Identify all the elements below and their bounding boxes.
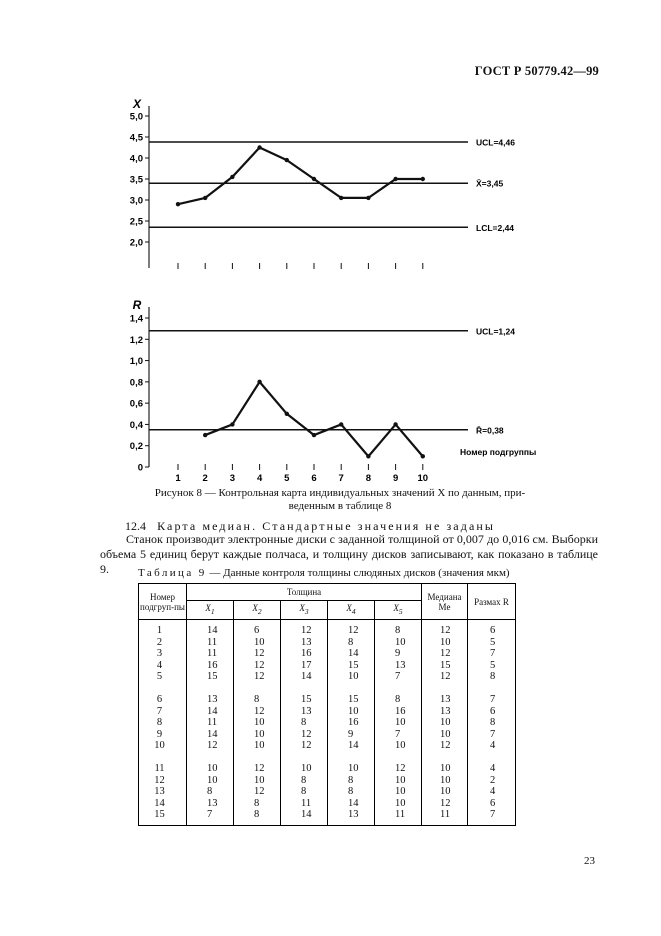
header-range: Размах R xyxy=(468,584,516,620)
header-x3: $X_3$ xyxy=(281,601,328,620)
table-cell: 8 xyxy=(468,671,516,683)
table-cell: 10 xyxy=(375,637,422,649)
table-cell: 10 xyxy=(234,775,281,787)
table-cell: 4 xyxy=(468,763,516,775)
table-cell: 11 xyxy=(187,648,234,660)
table-cell: 5 xyxy=(468,637,516,649)
table-cell: 2 xyxy=(468,775,516,787)
y-axis-label: X xyxy=(132,97,142,111)
table-cell: 10 xyxy=(234,740,281,752)
table-row xyxy=(139,717,516,729)
table-cell: 15 xyxy=(422,660,468,672)
section-number: 12.4 xyxy=(125,519,146,533)
data-point xyxy=(285,158,289,162)
table-cell: 12 xyxy=(234,648,281,660)
x-tick-label: 2 xyxy=(202,473,208,484)
table-cell: 15 xyxy=(281,694,328,706)
table-row xyxy=(139,809,516,825)
table-cell: 8 xyxy=(375,694,422,706)
header-x2: $X_2$ xyxy=(234,601,281,620)
table-cell: 4 xyxy=(468,740,516,752)
data-point xyxy=(257,380,261,384)
table-cell: 15 xyxy=(328,660,375,672)
table-cell: 7 xyxy=(139,706,187,718)
table-cell: 10 xyxy=(187,775,234,787)
table-cell: 14 xyxy=(139,798,187,810)
table-cell: 10 xyxy=(281,763,328,775)
table-gap-cell xyxy=(422,683,468,695)
table-row xyxy=(139,671,516,683)
table-cell: 12 xyxy=(422,648,468,660)
y-tick-label: 4,5 xyxy=(129,132,143,144)
table-cell: 11 xyxy=(422,809,468,825)
header-x4-label: X xyxy=(346,603,352,614)
data-point xyxy=(393,177,397,181)
table-cell: 7 xyxy=(375,671,422,683)
table-cell: 13 xyxy=(422,706,468,718)
header-x5-label: X xyxy=(393,603,399,614)
table-caption xyxy=(138,567,510,579)
table-cell: 12 xyxy=(234,786,281,798)
x-tick-label: 5 xyxy=(284,473,290,484)
header-x5: $X_5$ xyxy=(375,601,422,620)
data-point xyxy=(421,454,425,458)
data-point xyxy=(176,202,180,206)
y-tick-label: 3,5 xyxy=(129,174,143,186)
table-cell: 9 xyxy=(375,648,422,660)
table-cell: 6 xyxy=(468,706,516,718)
table-cell: 13 xyxy=(281,637,328,649)
table-cell: 8 xyxy=(281,717,328,729)
table-gap-cell xyxy=(187,752,234,764)
table-cell: 17 xyxy=(281,660,328,672)
x-axis-label: Номер подгруппы xyxy=(460,447,537,457)
data-point xyxy=(366,454,370,458)
table-cell: 8 xyxy=(139,717,187,729)
y-tick-label: 5,0 xyxy=(129,111,143,123)
table-cell: 5 xyxy=(139,671,187,683)
table-cell: 7 xyxy=(187,809,234,825)
table-gap-cell xyxy=(234,683,281,695)
table-gap-cell xyxy=(375,683,422,695)
x-tick-label: 6 xyxy=(311,473,317,484)
data-series-line xyxy=(205,382,423,457)
table-row xyxy=(139,706,516,718)
table-cell: 11 xyxy=(375,809,422,825)
table-row xyxy=(139,694,516,706)
data-point xyxy=(257,145,261,149)
header-thickness: Толщина xyxy=(187,584,422,601)
table-cell: 12 xyxy=(328,620,375,637)
table-gap-row xyxy=(139,683,516,695)
table-cell: 12 xyxy=(139,775,187,787)
table-cell: 13 xyxy=(187,694,234,706)
table-cell: 8 xyxy=(234,694,281,706)
table-cell: 12 xyxy=(234,660,281,672)
header-x4: $X_4$ xyxy=(328,601,375,620)
table-cell: 16 xyxy=(187,660,234,672)
table-cell: 8 xyxy=(234,809,281,825)
table-cell: 1 xyxy=(139,620,187,637)
table-cell: 11 xyxy=(187,717,234,729)
x-tick-label: 9 xyxy=(392,473,399,484)
table-cell: 12 xyxy=(422,620,468,637)
table-row xyxy=(139,775,516,787)
table-cell: 14 xyxy=(281,809,328,825)
x-tick-label: 7 xyxy=(338,473,344,484)
data-point xyxy=(203,196,207,200)
header-x3-label: X xyxy=(299,603,305,614)
y-tick-label: 0,8 xyxy=(129,377,143,389)
r-control-chart xyxy=(0,285,661,485)
table-cell: 10 xyxy=(422,786,468,798)
data-point xyxy=(203,433,207,437)
data-table xyxy=(138,583,516,826)
table-cell: 8 xyxy=(234,798,281,810)
table-cell: 7 xyxy=(468,809,516,825)
y-tick-label: 4,0 xyxy=(129,153,143,165)
table-cell: 10 xyxy=(422,763,468,775)
table-cell: 16 xyxy=(375,706,422,718)
table-cell: 10 xyxy=(422,729,468,741)
table-cell: 12 xyxy=(234,706,281,718)
data-point xyxy=(312,177,316,181)
table-cell: 10 xyxy=(328,763,375,775)
table-body xyxy=(139,620,516,826)
table-cell: 13 xyxy=(281,706,328,718)
table-cell: 3 xyxy=(139,648,187,660)
table-cell: 10 xyxy=(234,637,281,649)
table-cell: 8 xyxy=(328,786,375,798)
header-median: Медиана Me xyxy=(422,584,468,620)
y-axis-label: R xyxy=(132,298,142,312)
table-cell: 12 xyxy=(422,671,468,683)
table-cell: 10 xyxy=(375,786,422,798)
table-row xyxy=(139,637,516,649)
table-cell: 4 xyxy=(139,660,187,672)
header-subgroup: Номер подгруп-пы xyxy=(139,584,187,620)
table-cell: 7 xyxy=(468,648,516,660)
standard-header: ГОСТ Р 50779.42—99 xyxy=(474,64,599,78)
table-cell: 7 xyxy=(375,729,422,741)
figure-caption-line1: Рисунок 8 — Контрольная карта индивидуальных значений X по данным, при- xyxy=(154,487,526,499)
data-point xyxy=(339,196,343,200)
y-tick-label: 3,0 xyxy=(129,195,143,207)
table-cell: 7 xyxy=(468,729,516,741)
table-cell: 12 xyxy=(281,620,328,637)
table-gap-row xyxy=(139,752,516,764)
table-cell: 15 xyxy=(328,694,375,706)
table-cell: 10 xyxy=(234,717,281,729)
y-tick-label: 1,2 xyxy=(129,334,143,346)
table-cell: 12 xyxy=(375,763,422,775)
y-tick-label: 0,4 xyxy=(129,419,143,431)
header-x2-label: X xyxy=(252,603,258,614)
table-cell: 12 xyxy=(422,740,468,752)
table-gap-cell xyxy=(422,752,468,764)
page-number: 23 xyxy=(584,855,595,867)
table-cell: 13 xyxy=(422,694,468,706)
table-cell: 16 xyxy=(328,717,375,729)
y-tick-label: 2,5 xyxy=(129,216,143,228)
figure-caption-line2: веденным в таблице 8 xyxy=(288,500,392,512)
y-tick-label: 1,4 xyxy=(129,313,143,325)
table-cell: 12 xyxy=(187,740,234,752)
table-cell: 16 xyxy=(281,648,328,660)
table-cell: 10 xyxy=(375,717,422,729)
table-cell: 15 xyxy=(187,671,234,683)
table-cell: 8 xyxy=(328,775,375,787)
section-paragraph: Станок производит электронные диски с заданной толщиной от 0,007 до 0,016 см. Выборки объема 5 единиц берут каждые полчаса, и толщину дисков записывают, как показано в таблице 9. xyxy=(100,532,598,576)
table-cell: 2 xyxy=(139,637,187,649)
table-cell: 7 xyxy=(468,694,516,706)
table-cell: 14 xyxy=(328,648,375,660)
table-cell: 12 xyxy=(281,729,328,741)
table-cell: 8 xyxy=(328,637,375,649)
table-cell: 13 xyxy=(187,798,234,810)
table-cell: 12 xyxy=(281,740,328,752)
data-point xyxy=(339,422,343,426)
control-limit-label: UCL=1,24 xyxy=(476,326,515,337)
table-gap-cell xyxy=(375,752,422,764)
table-cell: 5 xyxy=(468,660,516,672)
table-caption-text: — Данные контроля толщины слюдяных дисков (значения мкм) xyxy=(206,567,510,579)
table-cell: 12 xyxy=(234,671,281,683)
table-cell: 8 xyxy=(375,620,422,637)
table-row xyxy=(139,660,516,672)
table-cell: 13 xyxy=(139,786,187,798)
table-row xyxy=(139,729,516,741)
table-cell: 11 xyxy=(281,798,328,810)
table-row xyxy=(139,786,516,798)
table-cell: 6 xyxy=(139,694,187,706)
table-cell: 10 xyxy=(328,706,375,718)
table-cell: 6 xyxy=(468,798,516,810)
y-tick-label: 0,2 xyxy=(129,441,143,453)
table-cell: 6 xyxy=(234,620,281,637)
table-row xyxy=(139,798,516,810)
table-cell: 14 xyxy=(187,620,234,637)
table-gap-cell xyxy=(281,683,328,695)
data-point xyxy=(230,422,234,426)
table-gap-cell xyxy=(468,752,516,764)
table-cell: 8 xyxy=(187,786,234,798)
data-point xyxy=(421,177,425,181)
section-title: Карта медиан. Стандартные значения не заданы xyxy=(157,519,496,533)
table-cell: 10 xyxy=(422,637,468,649)
table-cell: 14 xyxy=(281,671,328,683)
control-limit-label: X̄=3,45 xyxy=(476,178,504,189)
table-row xyxy=(139,763,516,775)
data-point xyxy=(312,433,316,437)
y-tick-label: 2,0 xyxy=(129,237,143,249)
table-gap-cell xyxy=(234,752,281,764)
table-caption-prefix: Таблица 9 xyxy=(138,567,207,579)
table-cell: 14 xyxy=(328,798,375,810)
table-gap-cell xyxy=(139,752,187,764)
x-tick-label: 8 xyxy=(365,473,372,484)
data-point xyxy=(366,196,370,200)
table-cell: 10 xyxy=(187,763,234,775)
table-gap-cell xyxy=(328,752,375,764)
y-tick-label: 1,0 xyxy=(129,356,143,368)
y-tick-label: 0 xyxy=(137,462,143,474)
table-cell: 11 xyxy=(187,637,234,649)
table-cell: 10 xyxy=(375,740,422,752)
data-point xyxy=(393,422,397,426)
control-limit-label: R̄=0,38 xyxy=(476,425,504,436)
table-cell: 11 xyxy=(139,763,187,775)
x-tick-label: 3 xyxy=(229,473,236,484)
table-cell: 10 xyxy=(234,729,281,741)
x-tick-label: 1 xyxy=(175,473,181,484)
table-row xyxy=(139,620,516,637)
table-cell: 6 xyxy=(468,620,516,637)
table-cell: 14 xyxy=(328,740,375,752)
table-row xyxy=(139,648,516,660)
table-cell: 10 xyxy=(375,798,422,810)
table-cell: 15 xyxy=(139,809,187,825)
table-cell: 14 xyxy=(187,706,234,718)
header-x1: $X_1$ xyxy=(187,601,234,620)
table-cell: 12 xyxy=(234,763,281,775)
figure-caption xyxy=(100,487,580,513)
table-cell: 13 xyxy=(328,809,375,825)
table-cell: 10 xyxy=(139,740,187,752)
y-tick-label: 0,6 xyxy=(129,398,143,410)
table-cell: 10 xyxy=(375,775,422,787)
table-cell: 9 xyxy=(139,729,187,741)
x-tick-label: 10 xyxy=(417,473,429,484)
table-cell: 8 xyxy=(468,717,516,729)
data-series-line xyxy=(178,148,423,205)
table-cell: 13 xyxy=(375,660,422,672)
table-cell: 9 xyxy=(328,729,375,741)
data-point xyxy=(285,412,289,416)
control-limit-label: UCL=4,46 xyxy=(476,137,515,148)
table-gap-cell xyxy=(281,752,328,764)
x-control-chart xyxy=(0,0,661,280)
table-cell: 10 xyxy=(422,775,468,787)
table-gap-cell xyxy=(139,683,187,695)
table-cell: 4 xyxy=(468,786,516,798)
table-cell: 12 xyxy=(422,798,468,810)
header-x1-label: X xyxy=(205,603,211,614)
table-cell: 8 xyxy=(281,786,328,798)
control-limit-label: LCL=2,44 xyxy=(476,222,515,233)
table-gap-cell xyxy=(187,683,234,695)
table-gap-cell xyxy=(328,683,375,695)
table-gap-cell xyxy=(468,683,516,695)
x-tick-label: 4 xyxy=(256,473,263,484)
table-cell: 10 xyxy=(422,717,468,729)
table-cell: 8 xyxy=(281,775,328,787)
table-cell: 10 xyxy=(328,671,375,683)
data-point xyxy=(230,175,234,179)
table-cell: 14 xyxy=(187,729,234,741)
table-row xyxy=(139,740,516,752)
